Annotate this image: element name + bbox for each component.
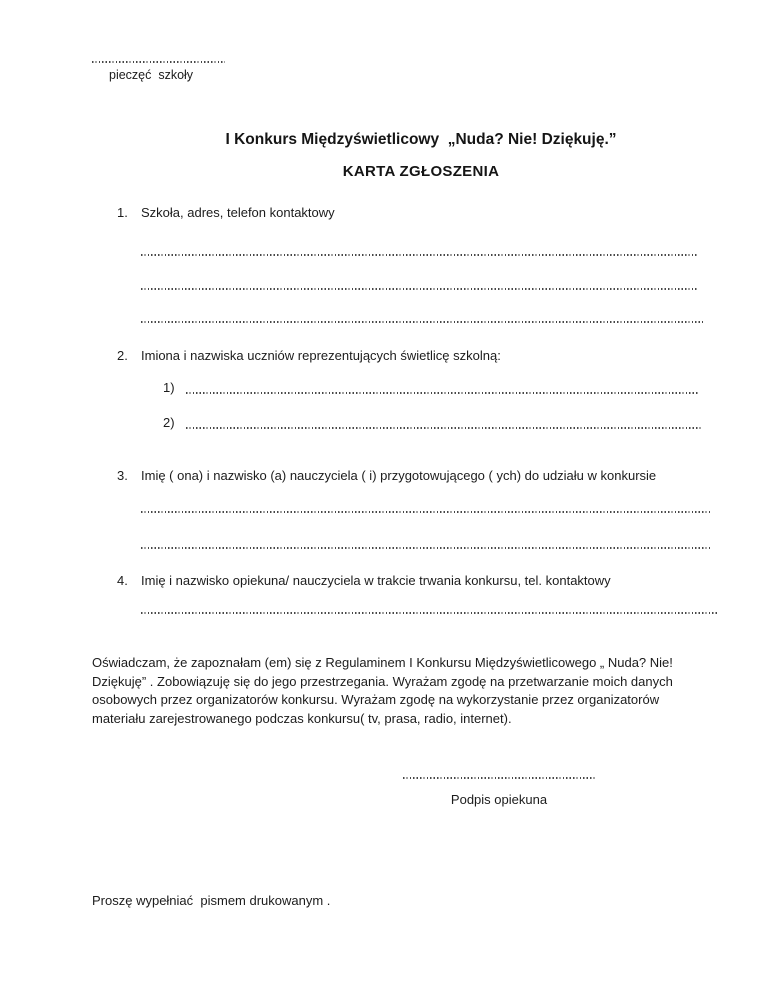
- item-3-fill-line-2: [141, 547, 711, 549]
- item-2-sub-2-fill-line: [186, 427, 702, 429]
- item-2-number: 2.: [117, 348, 128, 363]
- item-4-fill-line: [141, 612, 717, 614]
- school-stamp-line: [92, 61, 225, 63]
- item-2-sub-1-number: 1): [163, 380, 175, 395]
- item-2-sub-1-fill-line: [186, 392, 698, 394]
- form-title: KARTA ZGŁOSZENIA: [342, 163, 500, 180]
- item-1-fill-line-2: [141, 288, 698, 290]
- item-1-fill-line-1: [141, 254, 698, 256]
- signature-line: [403, 777, 595, 779]
- item-3-number: 3.: [117, 468, 128, 483]
- school-stamp-label: pieczęć szkoły: [109, 68, 194, 82]
- item-4-label: Imię i nazwisko opiekuna/ nauczyciela w trakcie trwania konkursu, tel. kontaktowy: [141, 573, 611, 588]
- declaration-paragraph: Oświadczam, że zapoznałam (em) się z Regulaminem I Konkursu Międzyświetlicowego „ Nuda? Nie! Dziękuję” . Zobowiązuję się do jego przestrzegania. Wyrażam zgodę na przetwarzanie moich danych osobowych przez organizatorów konkursu. Wyrażam zgodę na wykorzystanie przez organizatorów materiału zarejestrowanego podczas konkursu( tv, prasa, radio, internet).: [92, 655, 673, 726]
- footer-note: Proszę wypełniać pismem drukowanym .: [92, 893, 331, 908]
- contest-title: I Konkurs Międzyświetlicowy „Nuda? Nie! Dziękuję.”: [225, 131, 617, 148]
- item-4-number: 4.: [117, 573, 128, 588]
- item-3-fill-line-1: [141, 511, 710, 513]
- item-1-label: Szkoła, adres, telefon kontaktowy: [141, 205, 335, 220]
- signature-caption: Podpis opiekuna: [450, 792, 548, 807]
- item-2-label: Imiona i nazwiska uczniów reprezentujących świetlicę szkolną:: [141, 348, 501, 363]
- item-3-label: Imię ( ona) i nazwisko (a) nauczyciela ( i) przygotowującego ( ych) do udziału w konkursie: [141, 468, 657, 483]
- item-1-number: 1.: [117, 205, 128, 220]
- item-2-sub-2-number: 2): [163, 415, 175, 430]
- item-1-fill-line-3: [141, 321, 703, 323]
